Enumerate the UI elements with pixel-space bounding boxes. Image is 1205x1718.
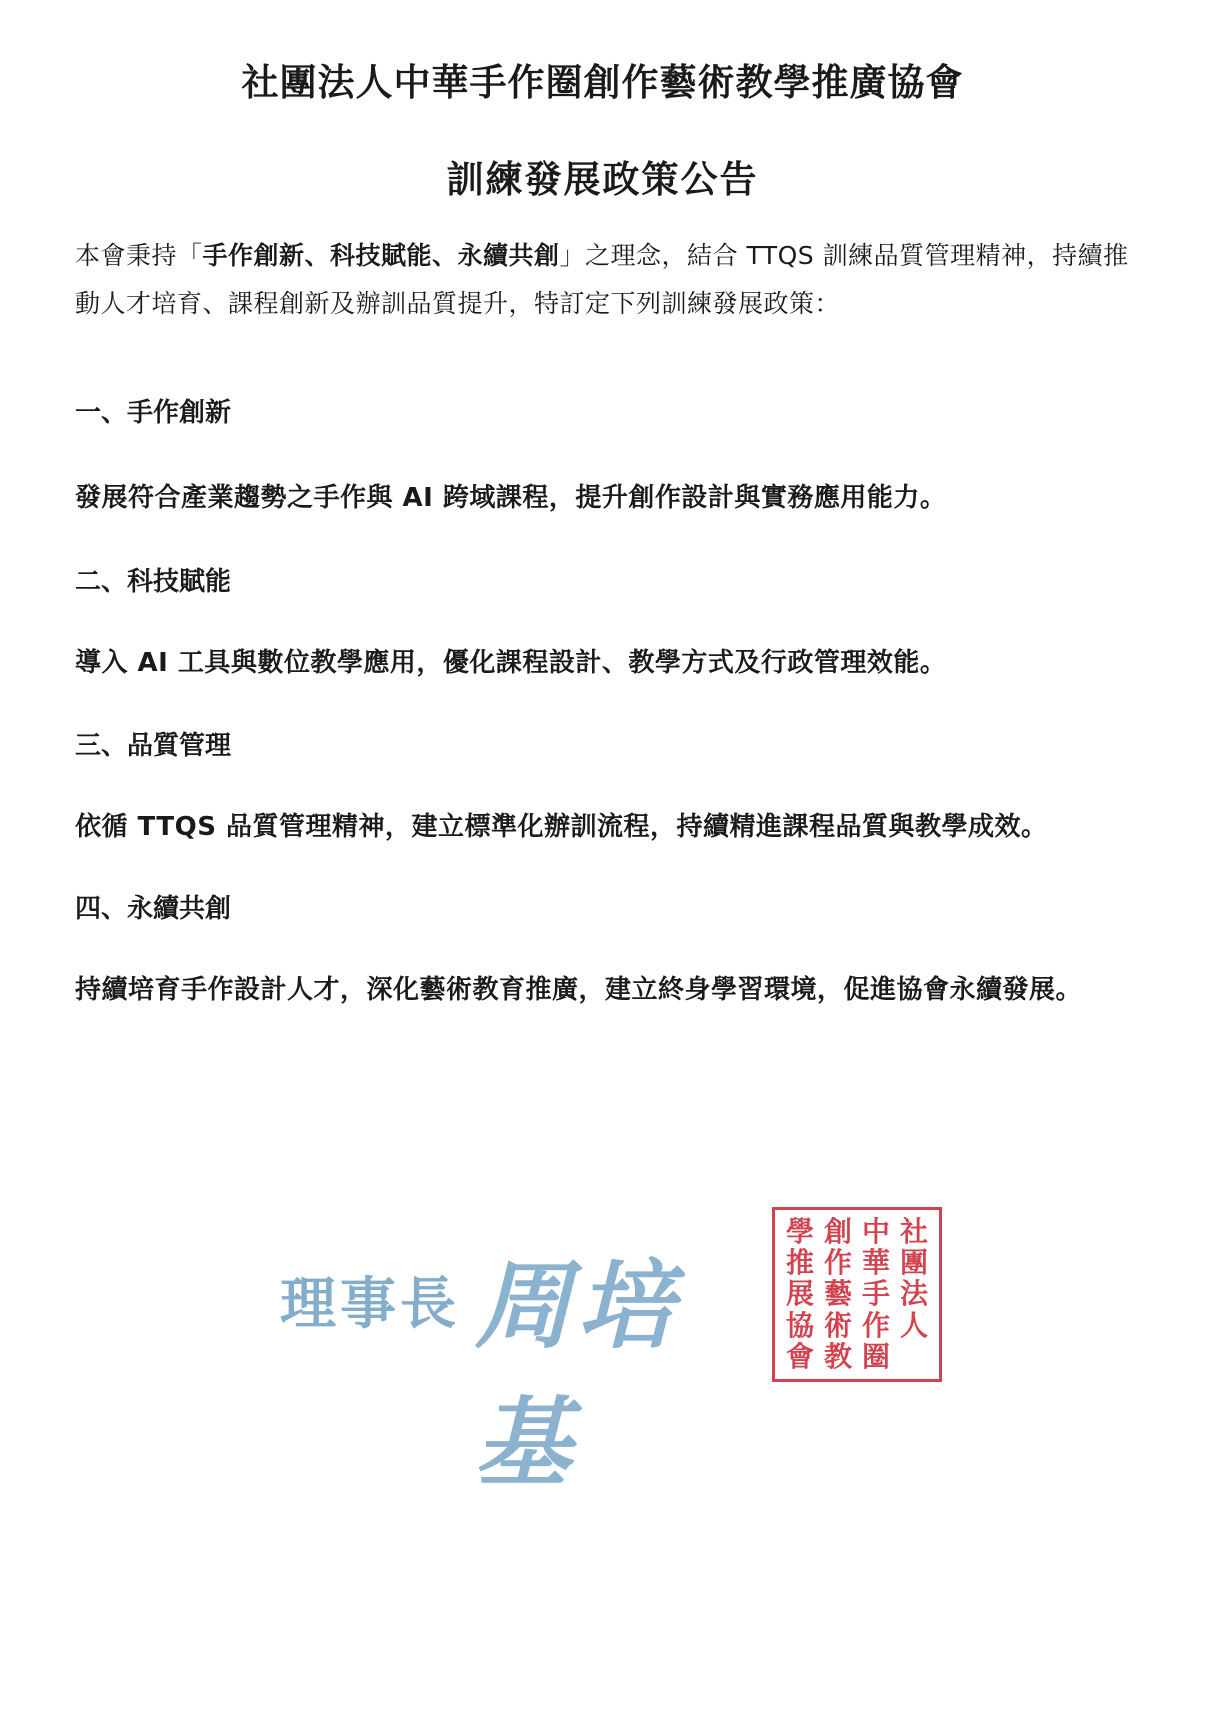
signature-name: 周培基 [475, 1249, 679, 1499]
signature-block [270, 1230, 770, 1499]
intro-text-start: 本會秉持「 [75, 241, 203, 270]
seal-char: 術 [823, 1308, 852, 1342]
seal-char: 展 [785, 1277, 814, 1311]
seal-char: 法 [899, 1277, 928, 1311]
organization-seal [772, 1207, 942, 1382]
seal-char: 作 [861, 1308, 890, 1342]
seal-char: 社 [899, 1214, 928, 1248]
seal-char: 創 [823, 1214, 852, 1248]
seal-char: 圈 [861, 1340, 890, 1374]
intro-motto: 手作創新、科技賦能、永續共創 [202, 241, 560, 270]
section-body-3: 依循 TTQS 品質管理精神，建立標準化辦訓流程，持續精進課程品質與教學成效。 [75, 812, 1048, 842]
seal-char: 藝 [823, 1277, 852, 1311]
seal-char: 手 [861, 1277, 890, 1311]
seal-char: 教 [823, 1340, 852, 1374]
seal-char: 人 [899, 1308, 928, 1342]
section-heading-3: 三、品質管理 [75, 731, 232, 761]
seal-char [895, 1342, 933, 1373]
organization-title: 社團法人中華手作圈創作藝術教學推廣協會 [241, 61, 964, 104]
seal-char: 學 [785, 1214, 814, 1248]
section-body-2: 導入 AI 工具與數位教學應用，優化課程設計、教學方式及行政管理效能。 [75, 648, 947, 678]
seal-char: 團 [899, 1246, 928, 1280]
intro-text-end: 」之理念，結合 TTQS 訓練品質管理精神，持續推動人才培育、課程創新及辦訓品質提升，特訂定下列訓練發展政策： [75, 241, 1129, 318]
seal-char: 協 [785, 1308, 814, 1342]
seal-char: 會 [785, 1340, 814, 1374]
section-heading-2: 二、科技賦能 [75, 567, 232, 597]
seal-char: 中 [861, 1214, 890, 1248]
section-heading-4: 四、永續共創 [75, 894, 232, 924]
seal-char: 推 [785, 1246, 814, 1280]
section-body-1: 發展符合產業趨勢之手作與 AI 跨域課程，提升創作設計與實務應用能力。 [75, 483, 947, 513]
intro-paragraph [75, 232, 1140, 328]
signature-title: 理事長 [280, 1271, 460, 1337]
section-body-4: 持續培育手作設計人才，深化藝術教育推廣，建立終身學習環境，促進協會永續發展。 [75, 975, 1083, 1005]
seal-char: 華 [861, 1246, 890, 1280]
document-title: 訓練發展政策公告 [446, 158, 759, 201]
seal-char: 作 [823, 1246, 852, 1280]
section-heading-1: 一、手作創新 [75, 398, 232, 428]
